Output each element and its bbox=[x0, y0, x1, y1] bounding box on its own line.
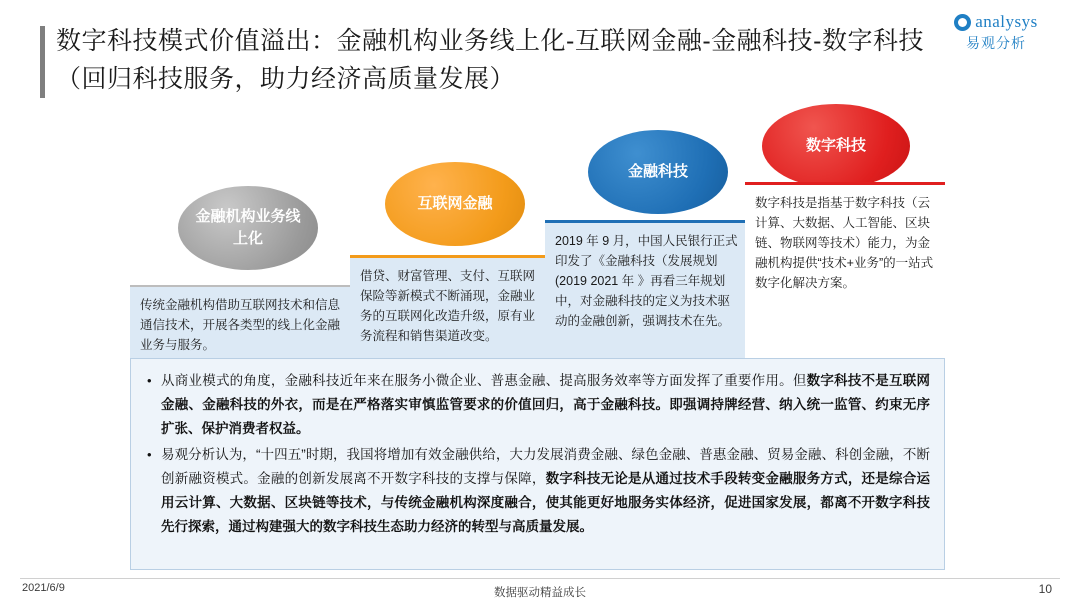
analysis-bullet-2-part-2: 数字科技无论是从通过技术手段转变金融服务方式，还是综合运用云计算、大数据、区块链等技术，与传统金融机构深度融合，使其能更好地服务实体经济，促进国家发展，都离不开数字科技先行探索，通过构建强大的数字科技生态助力经济的转型与高质量发展。 bbox=[161, 471, 931, 534]
logo-subtitle: 易观分析 bbox=[966, 35, 1026, 51]
stage-description-1: 传统金融机构借助互联网技术和信息通信技术，开展各类型的线上化金融业务与服务。 bbox=[130, 285, 360, 360]
stage-bubble-3 bbox=[588, 130, 728, 214]
logo-circle-icon bbox=[954, 14, 971, 31]
analysis-bullet-2 bbox=[145, 443, 930, 539]
stage-description-4: 数字科技是指基于数字科技（云计算、大数据、人工智能、区块链、物联网等技术）能力，为金融机构提供“技术+业务”的一站式数字化解决方案。 bbox=[745, 182, 945, 360]
brand-logo bbox=[936, 12, 1056, 53]
stage-label-4: 数字科技 bbox=[805, 137, 866, 154]
footer-date: 2021/6/9 bbox=[22, 582, 65, 594]
analysis-bullet-1-part-1: 从商业模式的角度，金融科技近年来在服务小微企业、普惠金融、提高服务效率等方面发挥了重要作用。但 bbox=[161, 373, 807, 388]
stage-diagram bbox=[0, 100, 1080, 360]
title-text: 数字科技模式价值溢出：金融机构业务线上化-互联网金融-金融科技-数字科技（回归科技服务，助力经济高质量发展） bbox=[56, 27, 924, 93]
analysis-bullet-2-part-1: 易观分析认为，“十四五”时期，我国将增加有效金融供给，大力发展消费金融、绿色金融、普惠金融、贸易金融、科创金融，不断创新融资模式。金融的创新发展离不开数字科技的支撑与保障， bbox=[161, 447, 930, 486]
title-accent-bar bbox=[40, 26, 45, 98]
analysis-box bbox=[130, 358, 945, 570]
stage-label-1: 金融机构业务线上化 bbox=[195, 208, 301, 247]
footer-divider bbox=[20, 578, 1060, 579]
stage-bubble-1 bbox=[178, 186, 318, 270]
analysis-bullet-1 bbox=[145, 369, 930, 441]
stage-label-2: 互联网金融 bbox=[417, 195, 493, 212]
page-title bbox=[40, 22, 930, 98]
footer-page-number: 10 bbox=[1038, 582, 1052, 596]
stage-description-3: 2019 年 9 月，中国人民银行正式印发了《金融科技（发展规划(2019 2021 年 》再看三年规划中，对金融科技的定义为技术驱动的金融创新，强调技术在先。 bbox=[545, 220, 750, 360]
logo-wordmark: analysys bbox=[975, 12, 1038, 31]
stage-bubble-2 bbox=[385, 162, 525, 246]
footer-slogan: 数据驱动精益成长 bbox=[494, 587, 586, 599]
stage-bubble-4 bbox=[762, 104, 910, 188]
stage-label-3: 金融科技 bbox=[627, 163, 688, 180]
stage-description-2: 借贷、财富管理、支付、互联网保险等新模式不断涌现，金融业务的互联网化改造升级，原有业务流程和销售渠道改变。 bbox=[350, 255, 545, 360]
analysis-bullet-1-part-2: 数字科技不是互联网金融、金融科技的外衣，而是在严格落实审慎监管要求的价值回归，高于金融科技。即强调持牌经营、纳入统一监管、约束无序扩张、保护消费者权益。 bbox=[161, 373, 931, 436]
